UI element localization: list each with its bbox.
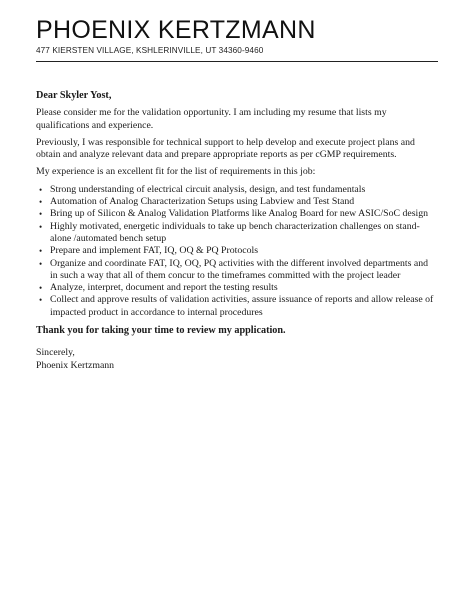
bullet-icon: •	[39, 258, 43, 269]
bullet-icon: •	[39, 295, 43, 306]
salutation: Dear Skyler Yost,	[36, 90, 112, 101]
bullet-icon: •	[39, 197, 43, 208]
letterhead	[36, 16, 438, 56]
list-item	[39, 282, 438, 294]
requirement-text: Highly motivated, energetic individuals to take up bench characterization challenges on stand-alone /automated bench setup	[50, 220, 420, 244]
bullet-icon: •	[39, 221, 43, 232]
list-item	[39, 294, 438, 319]
closing-statement: Thank you for taking your time to review my application.	[36, 325, 286, 337]
bullet-icon: •	[39, 246, 43, 257]
requirement-text: Automation of Analog Characterization Setups using Labview and Test Stand	[50, 196, 355, 208]
letter-body	[36, 90, 438, 372]
requirements-intro: My experience is an excellent fit for the list of requirements in this job:	[36, 166, 316, 178]
sender-name: PHOENIX KERTZMANN	[36, 16, 316, 44]
list-item	[39, 183, 438, 196]
requirement-text: Organize and coordinate FAT, IQ, OQ, PQ activities with the different involved departments and in such a way that all of them concur to the timeframes committed with the project leader	[50, 257, 428, 281]
list-item	[39, 257, 438, 283]
requirements-list	[36, 184, 438, 319]
requirement-text: Bring up of Silicon & Analog Validation Platforms like Analog Board for new ASIC/SoC design	[50, 208, 429, 220]
list-item	[39, 196, 438, 208]
sender-address: 477 KIERSTEN VILLAGE, KSHLERINVILLE, UT 34360-9460	[36, 46, 264, 55]
header-divider	[36, 61, 438, 62]
intro-paragraph: Please consider me for the validation opportunity. I am including my resume that lists my qualifications and experience.	[36, 107, 387, 131]
bullet-icon: •	[39, 184, 43, 195]
requirement-text: Strong understanding of electrical circuit analysis, design, and test fundamentals	[50, 183, 366, 195]
signature-name: Phoenix Kertzmann	[36, 359, 115, 371]
bullet-icon: •	[39, 209, 43, 220]
signoff: Sincerely,	[36, 347, 75, 359]
list-item	[39, 245, 438, 257]
list-item	[39, 208, 438, 220]
requirement-text: Analyze, interpret, document and report the testing results	[50, 282, 278, 294]
list-item	[39, 220, 438, 246]
requirement-text: Collect and approve results of validation activities, assure issuance of reports and allow release of impacted product in accordance to internal procedures	[50, 294, 434, 318]
bullet-icon: •	[39, 283, 43, 294]
requirement-text: Prepare and implement FAT, IQ, OQ & PQ Protocols	[50, 245, 259, 257]
experience-paragraph: Previously, I was responsible for technical support to help develop and execute project plans and obtain and analyze relevant data and prepare appropriate reports as per cGMP requirements.	[36, 136, 415, 161]
